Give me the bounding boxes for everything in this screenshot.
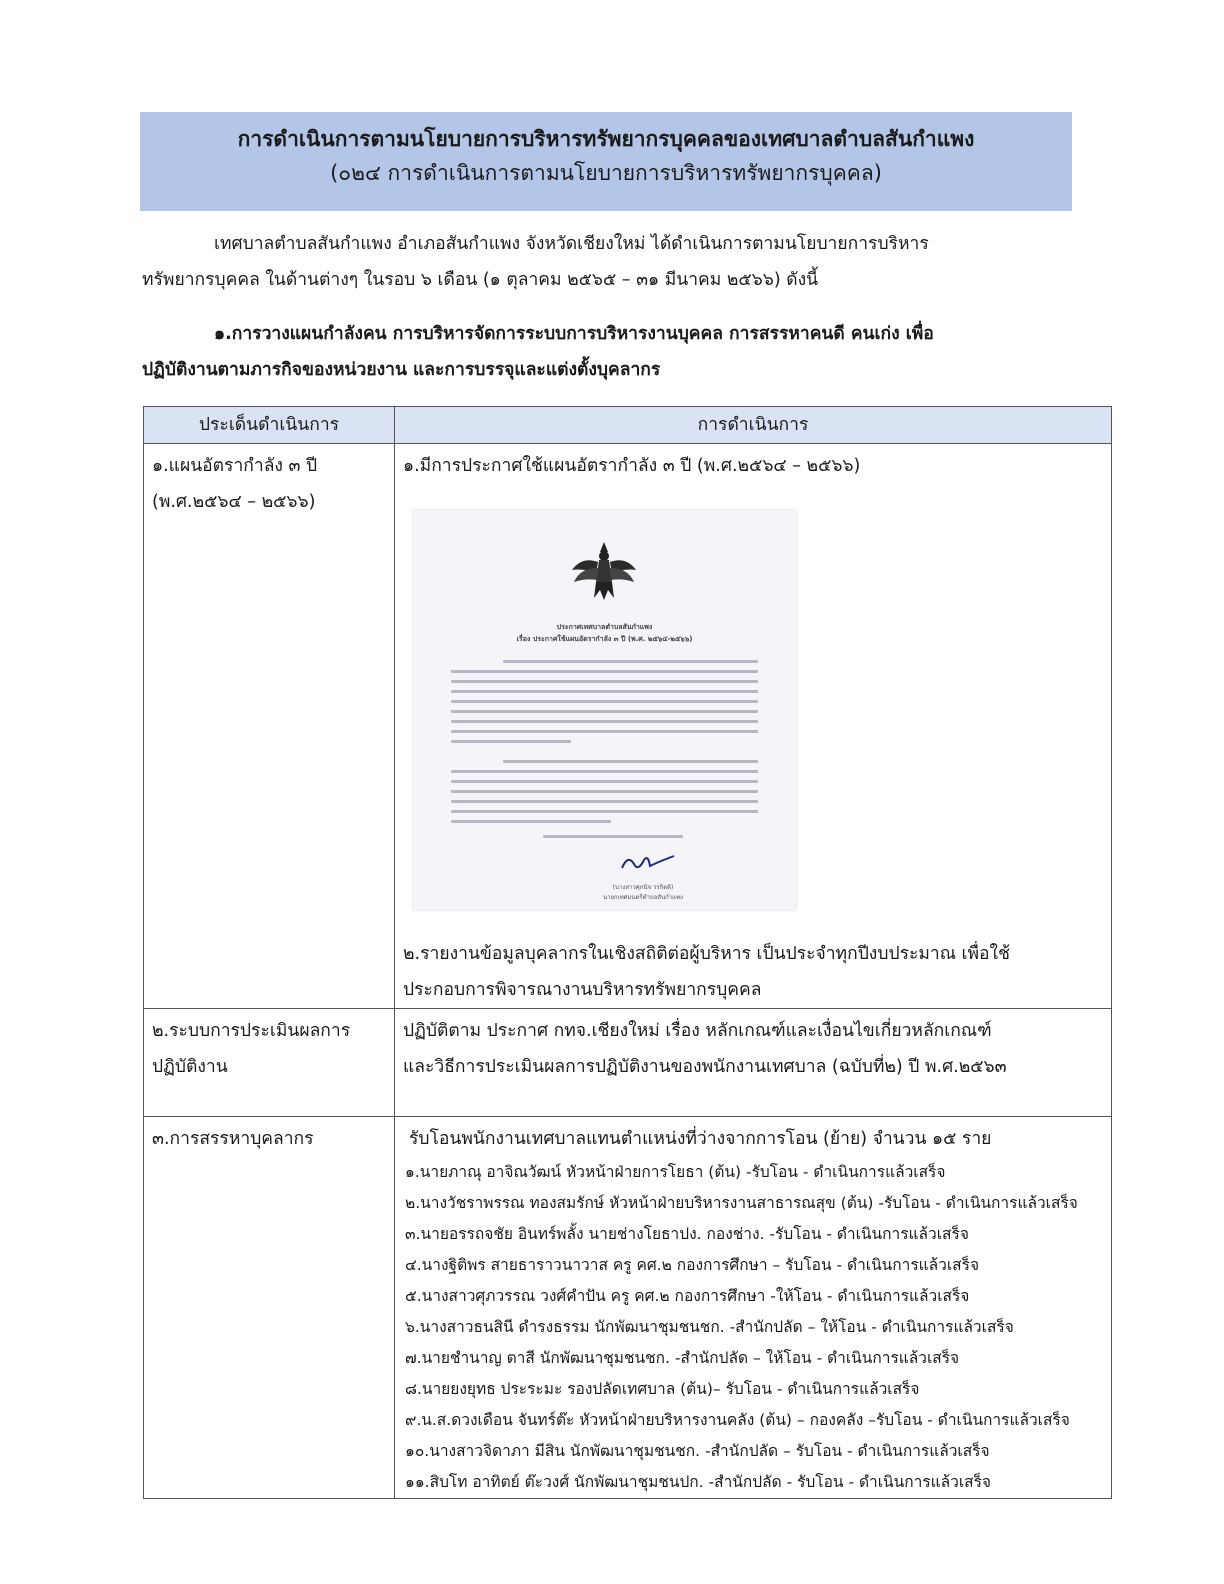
issue-line-2: (พ.ศ.๒๕๖๔ – ๒๕๖๖)	[152, 492, 316, 512]
header-issue: ประเด็นดำเนินการ	[144, 407, 395, 444]
issue-line-1: ๓.การสรรหาบุคลากร	[152, 1129, 314, 1149]
list-item: ๑๑.สิบโท อาทิตย์ ต๊ะวงศ์ นักพัฒนาชุมชนปก. -สำนักปลัด - รับโอน - ดำเนินการแล้วเสร็จ	[405, 1473, 991, 1491]
action-line-2: และวิธีการประเมินผลการปฏิบัติงานของพนักงานเทศบาล (ฉบับที่๒) ปี พ.ศ.๒๕๖๓	[403, 1057, 1007, 1077]
document-title: การดำเนินการตามนโยบายการบริหารทรัพยากรบุคคลของเทศบาลตำบลสันกำแพง	[237, 127, 975, 151]
section-heading-line-1: ๑.การวางแผนกำลังคน การบริหารจัดการระบบการบริหารงานบุคคล การสรรหาคนดี คนเก่ง เพื่อ	[214, 324, 934, 344]
action-line-1: ปฏิบัติตาม ประกาศ กทจ.เชียงใหม่ เรื่อง หลักเกณฑ์และเงื่อนไขเกี่ยวหลักเกณฑ์	[403, 1021, 992, 1041]
recruitment-list	[395, 1157, 1111, 1498]
letter-heading-1: ประกาศเทศบาลตำบลสันกำแพง	[556, 623, 653, 631]
garuda-emblem-icon	[568, 538, 640, 608]
section-heading-line-2: ปฏิบัติงานตามภารกิจของหน่วยงาน และการบรรจุและแต่งตั้งบุคลากร	[142, 360, 661, 380]
operations-table	[143, 406, 1112, 1499]
table-row	[144, 1117, 1112, 1499]
title-banner	[140, 112, 1072, 211]
issue-cell	[144, 1117, 395, 1499]
intro-line-1: เทศบาลตำบลสันกำแพง อำเภอสันกำแพง จังหวัดเชียงใหม่ ได้ดำเนินการตามนโยบายการบริหาร	[214, 234, 929, 254]
issue-line-1: ๒.ระบบการประเมินผลการ	[152, 1021, 351, 1041]
list-item: ๑๐.นางสาวจิดาภา มีสิน นักพัฒนาชุมชนชก. -สำนักปลัด – รับโอน - ดำเนินการแล้วเสร็จ	[405, 1442, 990, 1460]
action-2-line-2: ประกอบการพิจารณางานบริหารทรัพยากรบุคคล	[403, 980, 762, 1000]
header-action: การดำเนินการ	[395, 407, 1112, 444]
intro-line-2: ทรัพยากรบุคคล ในด้านต่างๆ ในรอบ ๖ เดือน (๑ ตุลาคม ๒๕๖๕ – ๓๑ มีนาคม ๒๕๖๖) ดังนี้	[142, 270, 819, 290]
list-item: ๘.นายยงยุทธ ประระมะ รองปลัดเทศบาล (ต้น)– รับโอน - ดำเนินการแล้วเสร็จ	[405, 1380, 920, 1398]
table-row	[144, 444, 1112, 1009]
list-item: ๓.นายอรรถจชัย อินทร์พลั้ง นายช่างโยธาปง. กองช่าง. -รับโอน - ดำเนินการแล้วเสร็จ	[405, 1225, 969, 1243]
list-item: ๗.นายชำนาญ ตาสี นักพัฒนาชุมชนชก. -สำนักปลัด – ให้โอน - ดำเนินการแล้วเสร็จ	[405, 1349, 960, 1367]
list-item: ๔.นางฐิติพร สายธาราวนาวาส ครู คศ.๒ กองการศึกษา – รับโอน - ดำเนินการแล้วเสร็จ	[405, 1256, 980, 1274]
list-item: ๕.นางสาวศุภวรรณ วงศ์คำปัน ครู คศ.๒ กองการศึกษา -ให้โอน - ดำเนินการแล้วเสร็จ	[405, 1287, 970, 1305]
list-item: ๖.นางสาวธนสินี ดำรงธรรม นักพัฒนาชุมชนชก. -สำนักปลัด – ให้โอน - ดำเนินการแล้วเสร็จ	[405, 1318, 1014, 1336]
signature-icon	[618, 850, 678, 878]
announcement-letter-image	[413, 510, 796, 910]
action-cell	[395, 1117, 1112, 1499]
action-cell	[395, 1009, 1112, 1117]
issue-cell	[144, 1009, 395, 1117]
section-heading	[142, 316, 1082, 388]
letter-signer: (นางสาวศุภนิจ วรกิตติ)	[612, 884, 674, 891]
list-item: ๙.น.ส.ดวงเดือน จันทร์ต๊ะ หัวหน้าฝ่ายบริหารงานคลัง (ต้น) – กองคลัง –รับโอน - ดำเนินการแล้วเสร็จ	[405, 1411, 1070, 1429]
action-cell	[395, 444, 1112, 1009]
document-subtitle: (๐๒๔ การดำเนินการตามนโยบายการบริหารทรัพยากรบุคคล)	[330, 161, 882, 185]
table-header-row	[144, 407, 1112, 444]
action-2-line-1: ๒.รายงานข้อมูลบุคลากรในเชิงสถิติต่อผู้บริหาร เป็นประจำทุกปีงบประมาณ เพื่อใช้	[403, 944, 1010, 964]
letter-heading-2: เรื่อง ประกาศใช้แผนอัตรากำลัง ๓ ปี (พ.ศ. ๒๕๖๔-๒๕๖๖)	[516, 635, 693, 643]
intro-paragraph	[142, 226, 1082, 298]
issue-line-2: ปฏิบัติงาน	[152, 1057, 228, 1077]
issue-line-1: ๑.แผนอัตรากำลัง ๓ ปี	[152, 456, 318, 476]
letter-signer-title: นายกเทศมนตรีตำบลสันกำแพง	[603, 894, 683, 901]
recruitment-lead: รับโอนพนักงานเทศบาลแทนตำแหน่งที่ว่างจากการโอน (ย้าย) จำนวน ๑๕ ราย	[409, 1129, 992, 1149]
list-item: ๑.นายภาณุ อาจิณวัฒน์ หัวหน้าฝ่ายการโยธา (ต้น) -รับโอน - ดำเนินการแล้วเสร็จ	[405, 1163, 946, 1181]
issue-cell	[144, 444, 395, 1009]
action-1: ๑.มีการประกาศใช้แผนอัตรากำลัง ๓ ปี (พ.ศ.๒๕๖๔ – ๒๕๖๖)	[403, 456, 861, 476]
table-row	[144, 1009, 1112, 1117]
list-item: ๒.นางวัชราพรรณ ทองสมรักษ์ หัวหน้าฝ่ายบริหารงานสาธารณสุข (ต้น) -รับโอน - ดำเนินการแล้วเสร็จ	[405, 1194, 1078, 1212]
